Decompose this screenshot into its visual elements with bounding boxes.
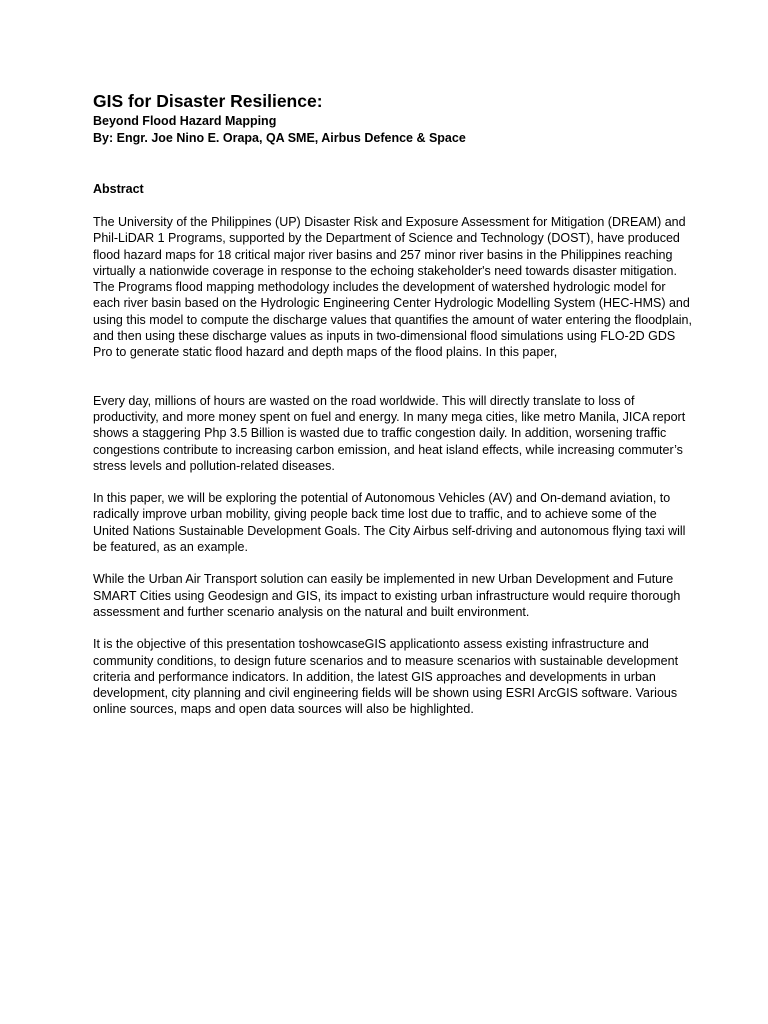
document-subtitle: Beyond Flood Hazard Mapping (93, 114, 277, 128)
abstract-heading: Abstract (93, 182, 144, 196)
document-page (93, 90, 693, 718)
document-title: GIS for Disaster Resilience: (93, 91, 323, 111)
abstract-paragraph: The University of the Philippines (UP) Disaster Risk and Exposure Assessment for Mitigation (DREAM) and Phil-LiDAR 1 Programs, supported by the Department of Science and Technology (DOST), have produced flood hazard maps for 18 critical major river basins and 257 minor river basins in the Philippines reaching virtually a nationwide coverage in response to the echoing stakeholder's need towards disaster mitigation. The Programs flood mapping methodology includes the development of watershed hydrologic model for each river basin based on the Hydrologic Engineering Center Hydrologic Modelling System (HEC-HMS) and using this model to compute the discharge values that quantifies the amount of water entering the floodplain, and then using these discharge values as inputs in two-dimensional flood simulations using FLO-2D GDS Pro to generate static flood hazard and depth maps of the flood plains. In this paper, (93, 215, 692, 360)
body-paragraph-3: While the Urban Air Transport solution can easily be implemented in new Urban Development and Future SMART Cities using Geodesign and GIS, its impact to existing urban infrastructure would require thorough assessment and further scenario analysis on the natural and built environment. (93, 572, 681, 619)
body-paragraph-1: Every day, millions of hours are wasted on the road worldwide. This will directly translate to loss of productivity, and more money spent on fuel and energy. In many mega cities, like metro Manila, JICA report shows a staggering Php 3.5 Billion is wasted due to traffic congestion daily. In addition, worsening traffic congestions contribute to increasing carbon emission, and heat island effects, while increasing commuter’s stress levels and pollution-related diseases. (93, 393, 686, 473)
body-paragraph-2: In this paper, we will be exploring the potential of Autonomous Vehicles (AV) and On-demand aviation, to radically improve urban mobility, giving people back time lost due to traffic, and to achieve some of the United Nations Sustainable Development Goals. The City Airbus self-driving and autonomous flying taxi will be featured, as an example. (93, 491, 686, 555)
author-byline: By: Engr. Joe Nino E. Orapa, QA SME, Airbus Defence & Space (93, 131, 466, 145)
body-paragraph-4: It is the objective of this presentation toshowcaseGIS applicationto assess existing infrastructure and community conditions, to design future scenarios and to measure scenarios with sustainable development criteria and performance indicators. In addition, the latest GIS approaches and developments in urban development, city planning and civil engineering fields will be shown using ESRI ArcGIS software. Various online sources, maps and open data sources will also be highlighted. (93, 637, 679, 717)
